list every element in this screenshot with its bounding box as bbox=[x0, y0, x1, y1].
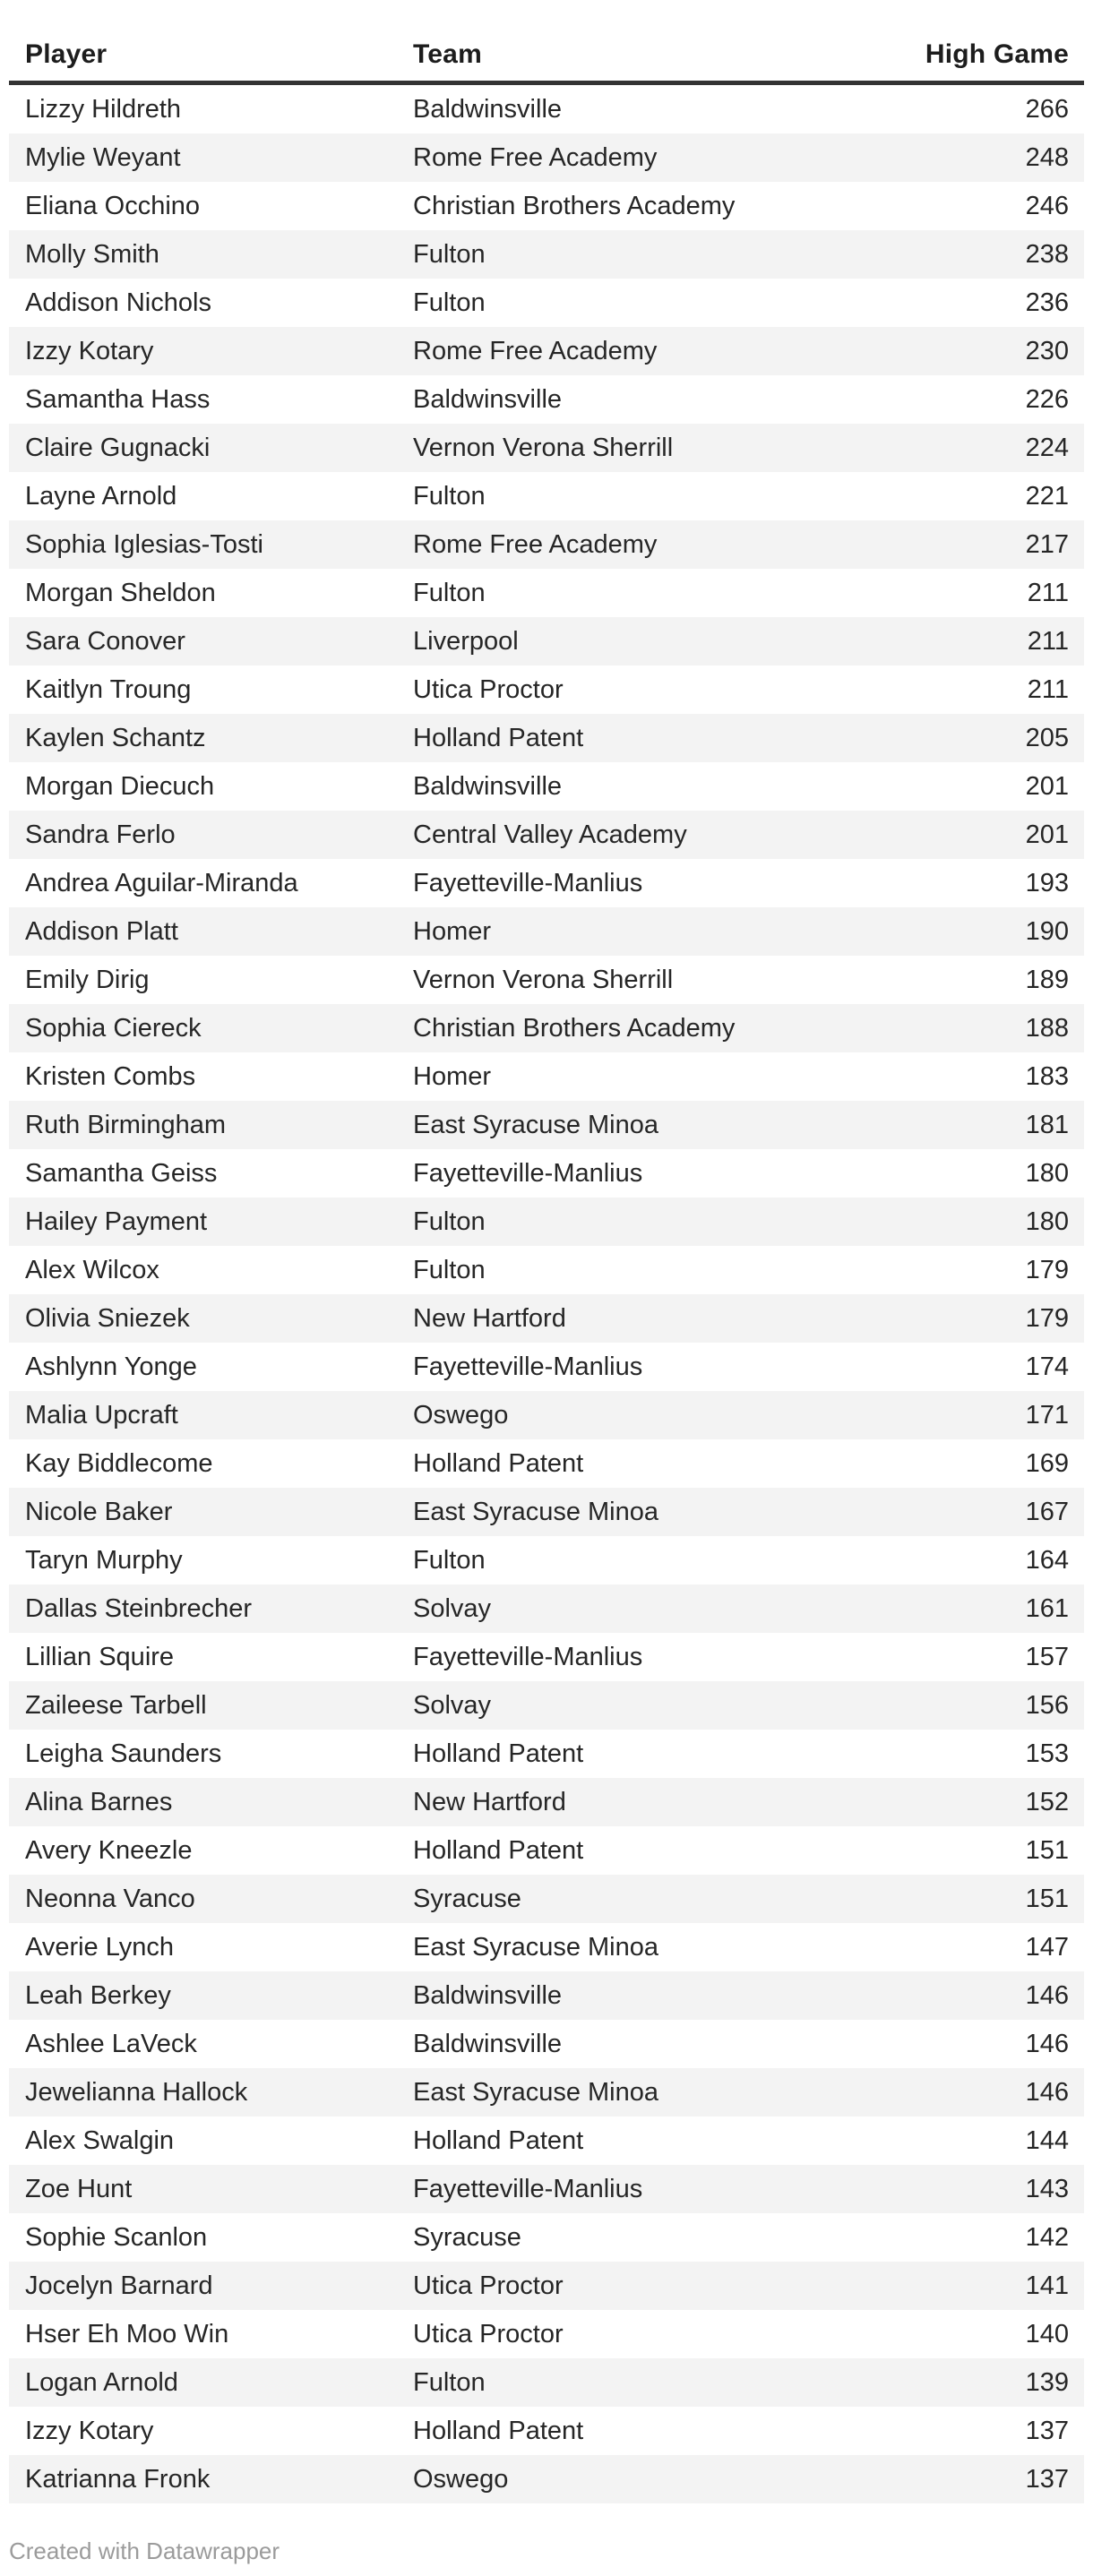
high-game-cell: 248 bbox=[1025, 142, 1069, 172]
team-cell: Fulton bbox=[413, 2367, 486, 2397]
team-cell: Rome Free Academy bbox=[413, 529, 658, 559]
player-name-cell: Jewelianna Hallock bbox=[25, 2077, 248, 2107]
team-cell: New Hartford bbox=[413, 1303, 566, 1333]
player-name-cell: Hser Eh Moo Win bbox=[25, 2319, 229, 2348]
high-game-cell: 188 bbox=[1025, 1013, 1069, 1043]
table-row bbox=[9, 2358, 1084, 2407]
team-cell: New Hartford bbox=[413, 1787, 566, 1816]
team-cell: Baldwinsville bbox=[413, 384, 563, 414]
player-name-cell: Taryn Murphy bbox=[25, 1545, 183, 1575]
team-cell: Fayetteville-Manlius bbox=[413, 1352, 643, 1381]
table-row bbox=[9, 182, 1084, 230]
player-name-cell: Nicole Baker bbox=[25, 1497, 173, 1526]
team-cell: Baldwinsville bbox=[413, 2029, 563, 2058]
team-cell: Central Valley Academy bbox=[413, 820, 687, 849]
table-row bbox=[9, 1246, 1084, 1294]
table-row bbox=[9, 859, 1084, 907]
player-name-cell: Sandra Ferlo bbox=[25, 820, 176, 849]
player-name-cell: Avery Kneezle bbox=[25, 1835, 193, 1865]
player-name-cell: Sara Conover bbox=[25, 626, 185, 656]
table-row bbox=[9, 2068, 1084, 2117]
table-row bbox=[9, 1681, 1084, 1730]
player-name-cell: Kaylen Schantz bbox=[25, 723, 206, 752]
table-row bbox=[9, 279, 1084, 327]
player-name-cell: Alex Swalgin bbox=[25, 2125, 175, 2155]
team-cell: Rome Free Academy bbox=[413, 142, 658, 172]
player-name-cell: Izzy Kotary bbox=[25, 336, 154, 365]
table-row bbox=[9, 811, 1084, 859]
high-game-cell: 201 bbox=[1025, 820, 1069, 849]
high-game-cell: 146 bbox=[1025, 2029, 1069, 2058]
table-row bbox=[9, 1730, 1084, 1778]
player-name-cell: Lizzy Hildreth bbox=[25, 94, 182, 124]
player-name-cell: Alex Wilcox bbox=[25, 1255, 159, 1284]
table-row bbox=[9, 2117, 1084, 2165]
team-cell: Vernon Verona Sherrill bbox=[413, 965, 674, 994]
table-row bbox=[9, 2020, 1084, 2068]
player-name-cell: Leah Berkey bbox=[25, 1980, 171, 2010]
team-cell: Syracuse bbox=[413, 2222, 521, 2252]
high-game-cell: 142 bbox=[1025, 2222, 1069, 2252]
team-cell: East Syracuse Minoa bbox=[413, 1110, 659, 1139]
team-cell: Solvay bbox=[413, 1593, 492, 1623]
player-name-cell: Samantha Geiss bbox=[25, 1158, 218, 1188]
high-game-cell: 193 bbox=[1025, 868, 1069, 897]
high-game-cell: 141 bbox=[1025, 2271, 1069, 2300]
player-name-cell: Averie Lynch bbox=[25, 1932, 175, 1962]
team-cell: Holland Patent bbox=[413, 1739, 584, 1768]
player-name-cell: Molly Smith bbox=[25, 239, 159, 269]
team-cell: Oswego bbox=[413, 1400, 509, 1430]
high-game-cell: 221 bbox=[1025, 481, 1069, 511]
table-row bbox=[9, 956, 1084, 1004]
player-name-cell: Jocelyn Barnard bbox=[25, 2271, 213, 2300]
team-cell: Solvay bbox=[413, 1690, 492, 1720]
player-name-cell: Addison Nichols bbox=[25, 288, 211, 317]
team-cell: Baldwinsville bbox=[413, 94, 563, 124]
team-cell: Utica Proctor bbox=[413, 674, 564, 704]
high-game-cell: 266 bbox=[1025, 94, 1069, 124]
high-game-cell: 179 bbox=[1025, 1303, 1069, 1333]
high-game-cell: 183 bbox=[1025, 1061, 1069, 1091]
player-name-cell: Leigha Saunders bbox=[25, 1739, 222, 1768]
team-cell: Fulton bbox=[413, 1255, 486, 1284]
team-cell: Fayetteville-Manlius bbox=[413, 868, 643, 897]
high-game-cell: 236 bbox=[1025, 288, 1069, 317]
table-body bbox=[9, 85, 1084, 2503]
high-game-cell: 180 bbox=[1025, 1158, 1069, 1188]
player-name-cell: Kaitlyn Troung bbox=[25, 674, 192, 704]
player-name-cell: Sophia Iglesias-Tosti bbox=[25, 529, 263, 559]
team-cell: Christian Brothers Academy bbox=[413, 1013, 736, 1043]
table-row bbox=[9, 2213, 1084, 2262]
player-name-cell: Ruth Birmingham bbox=[25, 1110, 227, 1139]
table-row bbox=[9, 1391, 1084, 1439]
team-cell: Homer bbox=[413, 916, 492, 946]
high-game-cell: 140 bbox=[1025, 2319, 1069, 2348]
table-row bbox=[9, 714, 1084, 762]
high-game-cell: 169 bbox=[1025, 1448, 1069, 1478]
table-row bbox=[9, 665, 1084, 714]
player-name-cell: Mylie Weyant bbox=[25, 142, 181, 172]
player-name-cell: Kay Biddlecome bbox=[25, 1448, 213, 1478]
table-row bbox=[9, 569, 1084, 617]
team-cell: Christian Brothers Academy bbox=[413, 191, 736, 220]
player-name-cell: Zoe Hunt bbox=[25, 2174, 133, 2203]
team-cell: Liverpool bbox=[413, 626, 519, 656]
team-cell: Fayetteville-Manlius bbox=[413, 1642, 643, 1671]
column-header-team: Team bbox=[413, 39, 482, 69]
high-game-cell: 201 bbox=[1025, 771, 1069, 801]
table-row bbox=[9, 1923, 1084, 1971]
table-row bbox=[9, 1584, 1084, 1633]
high-game-cell: 174 bbox=[1025, 1352, 1069, 1381]
table-row bbox=[9, 1149, 1084, 1198]
table-row bbox=[9, 1101, 1084, 1149]
table-row bbox=[9, 424, 1084, 472]
player-name-cell: Kristen Combs bbox=[25, 1061, 196, 1091]
table-row bbox=[9, 375, 1084, 424]
table-row bbox=[9, 327, 1084, 375]
high-game-cell: 164 bbox=[1025, 1545, 1069, 1575]
high-game-cell: 146 bbox=[1025, 2077, 1069, 2107]
table-row bbox=[9, 2262, 1084, 2310]
high-game-cell: 181 bbox=[1025, 1110, 1069, 1139]
table-row bbox=[9, 1778, 1084, 1826]
team-cell: Holland Patent bbox=[413, 2125, 584, 2155]
high-game-cell: 139 bbox=[1025, 2367, 1069, 2397]
high-game-cell: 205 bbox=[1025, 723, 1069, 752]
player-name-cell: Morgan Diecuch bbox=[25, 771, 215, 801]
table-row bbox=[9, 2310, 1084, 2358]
player-name-cell: Samantha Hass bbox=[25, 384, 211, 414]
table-row bbox=[9, 1826, 1084, 1875]
high-game-cell: 143 bbox=[1025, 2174, 1069, 2203]
table-row bbox=[9, 1052, 1084, 1101]
high-game-cell: 137 bbox=[1025, 2416, 1069, 2445]
high-game-cell: 147 bbox=[1025, 1932, 1069, 1962]
table-row bbox=[9, 1488, 1084, 1536]
team-cell: Fulton bbox=[413, 1545, 486, 1575]
player-name-cell: Sophia Ciereck bbox=[25, 1013, 202, 1043]
player-name-cell: Morgan Sheldon bbox=[25, 578, 216, 607]
datawrapper-credit-link[interactable]: Created with Datawrapper bbox=[9, 2537, 280, 2564]
player-name-cell: Zaileese Tarbell bbox=[25, 1690, 207, 1720]
team-cell: Vernon Verona Sherrill bbox=[413, 433, 674, 462]
high-game-table bbox=[9, 0, 1084, 2503]
team-cell: Utica Proctor bbox=[413, 2319, 564, 2348]
player-name-cell: Ashlynn Yonge bbox=[25, 1352, 197, 1381]
high-game-cell: 151 bbox=[1025, 1835, 1069, 1865]
player-name-cell: Logan Arnold bbox=[25, 2367, 178, 2397]
high-game-cell: 217 bbox=[1025, 529, 1069, 559]
high-game-cell: 152 bbox=[1025, 1787, 1069, 1816]
player-name-cell: Hailey Payment bbox=[25, 1206, 208, 1236]
table-row bbox=[9, 2455, 1084, 2503]
high-game-cell: 153 bbox=[1025, 1739, 1069, 1768]
player-name-cell: Emily Dirig bbox=[25, 965, 150, 994]
team-cell: Holland Patent bbox=[413, 1835, 584, 1865]
table-row bbox=[9, 2165, 1084, 2213]
table-row bbox=[9, 1536, 1084, 1584]
high-game-cell: 189 bbox=[1025, 965, 1069, 994]
player-name-cell: Addison Platt bbox=[25, 916, 178, 946]
high-game-cell: 137 bbox=[1025, 2464, 1069, 2494]
table-row bbox=[9, 2407, 1084, 2455]
player-name-cell: Eliana Occhino bbox=[25, 191, 201, 220]
team-cell: Utica Proctor bbox=[413, 2271, 564, 2300]
table-row bbox=[9, 1294, 1084, 1343]
high-game-cell: 157 bbox=[1025, 1642, 1069, 1671]
team-cell: Syracuse bbox=[413, 1884, 521, 1913]
table-row bbox=[9, 472, 1084, 520]
high-game-cell: 226 bbox=[1025, 384, 1069, 414]
column-header-high-game: High Game bbox=[925, 39, 1069, 69]
team-cell: Fulton bbox=[413, 578, 486, 607]
table-row bbox=[9, 1439, 1084, 1488]
column-header-player: Player bbox=[25, 39, 108, 69]
team-cell: Fayetteville-Manlius bbox=[413, 2174, 643, 2203]
table-row bbox=[9, 1198, 1084, 1246]
high-game-cell: 211 bbox=[1027, 674, 1069, 704]
high-game-cell: 144 bbox=[1025, 2125, 1069, 2155]
table-row bbox=[9, 1633, 1084, 1681]
player-name-cell: Neonna Vanco bbox=[25, 1884, 195, 1913]
high-game-cell: 156 bbox=[1025, 1690, 1069, 1720]
team-cell: Rome Free Academy bbox=[413, 336, 658, 365]
team-cell: Baldwinsville bbox=[413, 1980, 563, 2010]
player-name-cell: Izzy Kotary bbox=[25, 2416, 154, 2445]
player-name-cell: Dallas Steinbrecher bbox=[25, 1593, 253, 1623]
player-name-cell: Malia Upcraft bbox=[25, 1400, 178, 1430]
team-cell: Fayetteville-Manlius bbox=[413, 1158, 643, 1188]
table-row bbox=[9, 762, 1084, 811]
high-game-cell: 171 bbox=[1025, 1400, 1069, 1430]
table-row bbox=[9, 617, 1084, 665]
high-game-cell: 246 bbox=[1025, 191, 1069, 220]
player-name-cell: Sophie Scanlon bbox=[25, 2222, 208, 2252]
team-cell: Fulton bbox=[413, 239, 486, 269]
player-name-cell: Ashlee LaVeck bbox=[25, 2029, 197, 2058]
player-name-cell: Alina Barnes bbox=[25, 1787, 173, 1816]
high-game-cell: 238 bbox=[1025, 239, 1069, 269]
team-cell: Fulton bbox=[413, 288, 486, 317]
table-row bbox=[9, 1004, 1084, 1052]
high-game-cell: 179 bbox=[1025, 1255, 1069, 1284]
table-row bbox=[9, 907, 1084, 956]
team-cell: East Syracuse Minoa bbox=[413, 1932, 659, 1962]
team-cell: Holland Patent bbox=[413, 723, 584, 752]
table-header-row bbox=[9, 0, 1084, 85]
player-name-cell: Layne Arnold bbox=[25, 481, 177, 511]
team-cell: Holland Patent bbox=[413, 2416, 584, 2445]
high-game-cell: 211 bbox=[1027, 578, 1069, 607]
team-cell: Baldwinsville bbox=[413, 771, 563, 801]
team-cell: Homer bbox=[413, 1061, 492, 1091]
high-game-cell: 211 bbox=[1027, 626, 1069, 656]
high-game-cell: 161 bbox=[1025, 1593, 1069, 1623]
player-name-cell: Claire Gugnacki bbox=[25, 433, 211, 462]
high-game-cell: 230 bbox=[1025, 336, 1069, 365]
table-row bbox=[9, 230, 1084, 279]
table-row bbox=[9, 1971, 1084, 2020]
team-cell: East Syracuse Minoa bbox=[413, 2077, 659, 2107]
player-name-cell: Katrianna Fronk bbox=[25, 2464, 211, 2494]
player-name-cell: Andrea Aguilar-Miranda bbox=[25, 868, 298, 897]
table-row bbox=[9, 1875, 1084, 1923]
team-cell: Holland Patent bbox=[413, 1448, 584, 1478]
player-name-cell: Lillian Squire bbox=[25, 1642, 175, 1671]
table-row bbox=[9, 133, 1084, 182]
high-game-cell: 180 bbox=[1025, 1206, 1069, 1236]
high-game-cell: 224 bbox=[1025, 433, 1069, 462]
high-game-cell: 190 bbox=[1025, 916, 1069, 946]
team-cell: Fulton bbox=[413, 481, 486, 511]
table-row bbox=[9, 85, 1084, 133]
table-row bbox=[9, 1343, 1084, 1391]
table-row bbox=[9, 520, 1084, 569]
high-game-cell: 146 bbox=[1025, 1980, 1069, 2010]
team-cell: Oswego bbox=[413, 2464, 509, 2494]
team-cell: East Syracuse Minoa bbox=[413, 1497, 659, 1526]
high-game-cell: 167 bbox=[1025, 1497, 1069, 1526]
player-name-cell: Olivia Sniezek bbox=[25, 1303, 190, 1333]
team-cell: Fulton bbox=[413, 1206, 486, 1236]
high-game-cell: 151 bbox=[1025, 1884, 1069, 1913]
